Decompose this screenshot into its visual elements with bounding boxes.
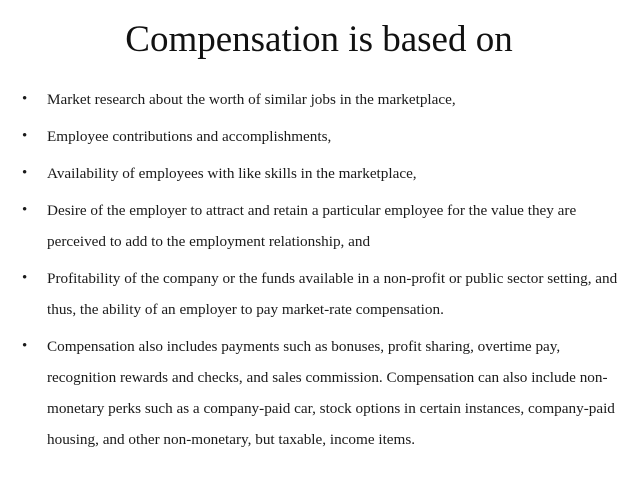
bullet-text: Profitability of the company or the funds available in a non-profit or public sector setting, and thus, the ability of an employer to pay market-rate compensation. — [47, 270, 618, 318]
bullet-item — [22, 158, 618, 189]
bullet-dot-icon: • — [22, 91, 28, 107]
bullet-item — [22, 263, 618, 325]
bullet-item — [22, 121, 618, 152]
bullet-text: Market research about the worth of similar jobs in the marketplace, — [47, 91, 456, 108]
bullet-text: Compensation also includes payments such as bonuses, profit sharing, overtime pay, recognition rewards and checks, and sales commission. Compensation can also include non-monetary perks such as a company-paid car, stock options in certain instances, company-paid housing, and other non-monetary, but taxable, income items. — [47, 338, 615, 448]
bullet-dot-icon: • — [22, 270, 28, 286]
bullet-list — [22, 84, 618, 461]
bullet-dot-icon: • — [22, 338, 28, 354]
bullet-text: Employee contributions and accomplishments, — [47, 128, 332, 145]
bullet-item — [22, 84, 618, 115]
bullet-dot-icon: • — [22, 202, 28, 218]
bullet-dot-icon: • — [22, 165, 28, 181]
bullet-item — [22, 331, 618, 455]
bullet-text: Desire of the employer to attract and retain a particular employee for the value they are perceived to add to the employment relationship, and — [47, 202, 577, 250]
bullet-text: Availability of employees with like skills in the marketplace, — [47, 165, 417, 182]
bullet-dot-icon: • — [22, 128, 28, 144]
slide-title: Compensation is based on — [125, 19, 513, 60]
bullet-item — [22, 195, 618, 257]
